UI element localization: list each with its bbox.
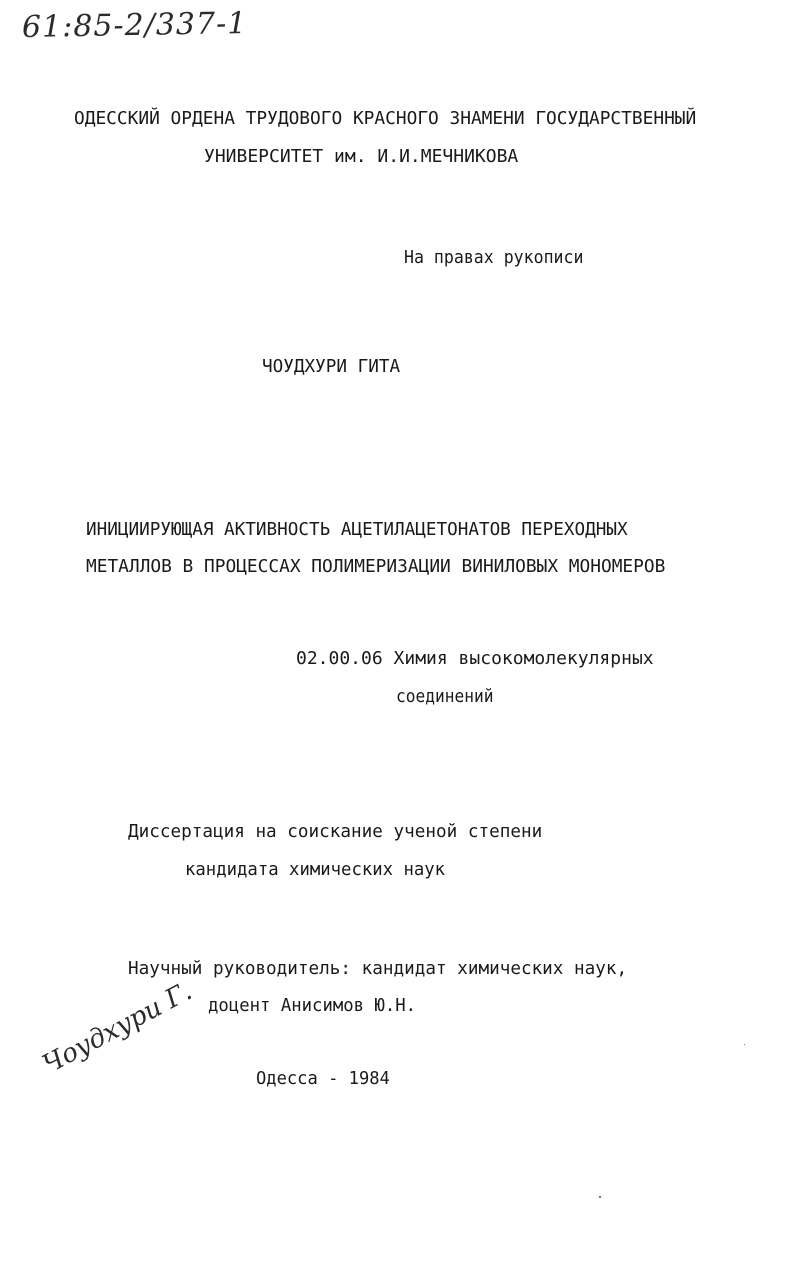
university-name-line1-text: ОДЕССКИЙ ОРДЕНА ТРУДОВОГО КРАСНОГО ЗНАМЕНИ ГОСУДАРСТВЕННЫЙ — [74, 108, 697, 129]
university-name-line2 — [204, 146, 518, 168]
specialty-line1-text: 02.00.06 Химия высокомолекулярных — [296, 648, 654, 669]
specialty-line1 — [296, 648, 654, 670]
manuscript-rights-text: На правах рукописи — [404, 247, 584, 268]
handwritten-catalog-number-text: 61:85-2/337-1 — [21, 6, 248, 45]
dissertation-title-line1-text: ИНИЦИИРУЮЩАЯ АКТИВНОСТЬ АЦЕТИЛАЦЕТОНАТОВ ПЕРЕХОДНЫХ — [86, 519, 628, 540]
supervisor-line2 — [208, 995, 425, 1017]
dissertation-title-line2 — [86, 556, 671, 578]
supervisor-line2-text: доцент Анисимов Ю.Н. — [208, 995, 417, 1016]
specialty-line2 — [396, 686, 504, 708]
place-year — [256, 1068, 397, 1090]
degree-line2 — [185, 859, 456, 881]
handwritten-catalog-number — [22, 6, 248, 45]
dissertation-title-line2-text: МЕТАЛЛОВ В ПРОЦЕССАХ ПОЛИМЕРИЗАЦИИ ВИНИЛОВЫХ МОНОМЕРОВ — [86, 556, 666, 577]
author-name — [262, 356, 403, 378]
degree-line1-text: Диссертация на соискание ученой степени — [128, 821, 543, 842]
place-year-text: Одесса - 1984 — [256, 1068, 390, 1089]
handwritten-signature-text: Чоудхури Г. — [37, 976, 197, 1080]
manuscript-rights — [404, 247, 599, 269]
supervisor-line1-text: Научный руководитель: кандидат химических наук, — [128, 958, 628, 979]
handwritten-signature — [38, 976, 197, 1080]
author-name-text: ЧОУДХУРИ ГИТА — [262, 356, 401, 377]
supervisor-line1 — [128, 958, 637, 980]
degree-line1 — [128, 821, 551, 843]
university-name-line2-text: УНИВЕРСИТЕТ им. И.И.МЕЧНИКОВА — [204, 146, 519, 167]
scan-speck — [744, 1044, 745, 1045]
degree-line2-text: кандидата химических наук — [185, 859, 446, 880]
scan-speck — [599, 1196, 601, 1198]
specialty-line2-text: соединений — [396, 686, 494, 707]
dissertation-title-line1 — [86, 519, 639, 541]
university-name-line1 — [74, 108, 703, 130]
